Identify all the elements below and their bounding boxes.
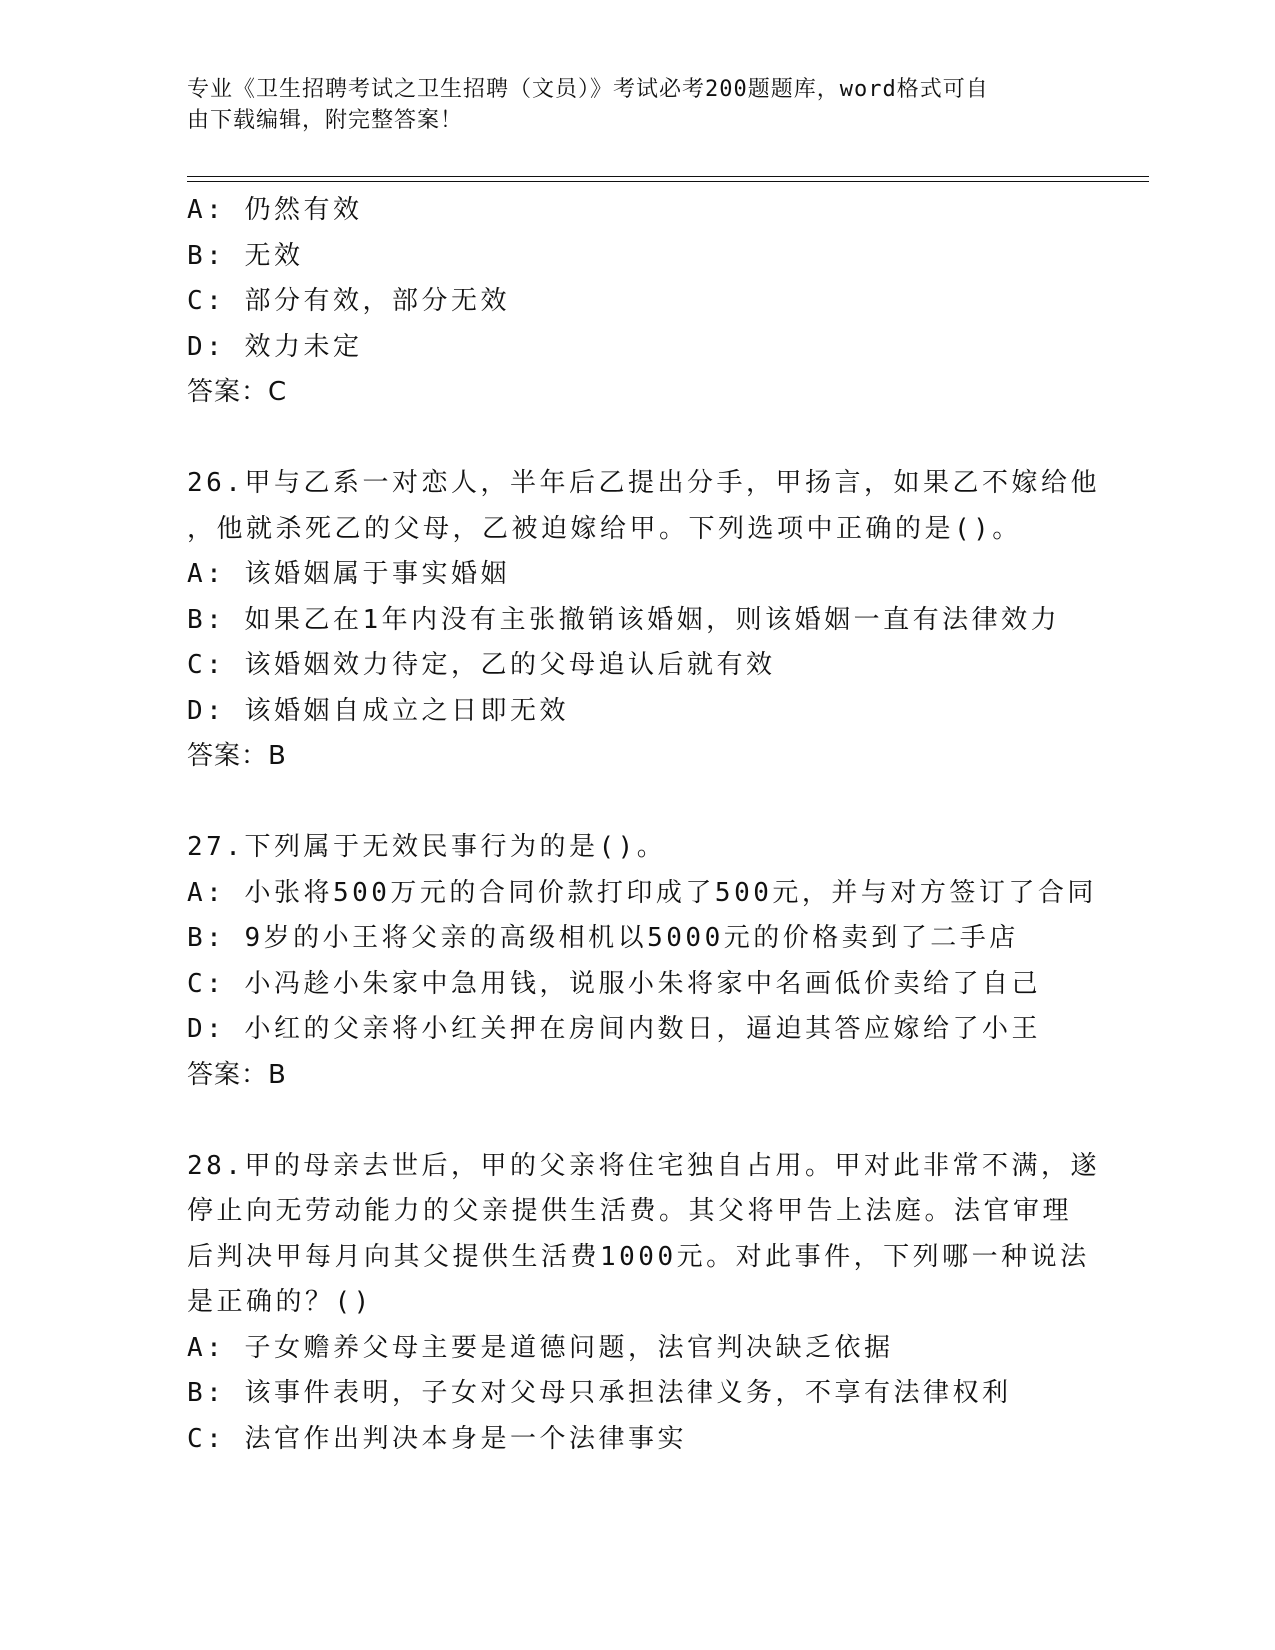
header-rule-bottom [187,181,1149,182]
header-line-1: 专业《卫生招聘考试之卫生招聘（文员）》考试必考200题题库，word格式可自 [187,77,989,102]
question-25 [187,188,1087,416]
header-line-2: 由下载编辑，附完整答案！ [187,108,464,133]
question-26 [187,461,1100,780]
question-stem: 停止向无劳动能力的父亲提供生活费。其父将甲告上法庭。法官审理 [187,1196,1073,1226]
option-d: D: 该婚姻自成立之日即无效 [187,695,569,726]
question-28 [187,1144,1100,1463]
option-d: D: 小红的父亲将小红关押在房间内数日，逼迫其答应嫁给了小王 [187,1014,1041,1044]
option-c: C: 小冯趁小朱家中急用钱，说服小朱将家中名画低价卖给了自己 [187,968,1041,999]
option-b: B: 9岁的小王将父亲的高级相机以5000元的价格卖到了二手店 [187,923,1019,953]
spacer [187,780,1087,826]
option-a: A: 仍然有效 [187,195,363,225]
question-stem: 是正确的？() [187,1287,373,1317]
answer: 答案：C [187,377,288,407]
answer: 答案：B [187,1059,287,1090]
question-stem: 后判决甲每月向其父提供生活费1000元。对此事件，下列哪一种说法 [187,1241,1090,1272]
question-stem: 28.甲的母亲去世后，甲的父亲将住宅独自占用。甲对此非常不满，遂 [187,1150,1100,1181]
option-d: D: 效力未定 [187,331,363,362]
answer: 答案：B [187,741,287,771]
option-a: A: 该婚姻属于事实婚姻 [187,559,510,589]
document-header [187,74,1067,136]
option-c: C: 部分有效，部分无效 [187,286,510,316]
question-stem: 27.下列属于无效民事行为的是()。 [187,832,667,862]
header-rule-top [187,176,1149,177]
option-b: B: 无效 [187,240,304,271]
option-a: A: 子女赡养父母主要是道德问题，法官判决缺乏依据 [187,1332,894,1363]
spacer [187,1098,1087,1144]
option-c: C: 法官作出判决本身是一个法律事实 [187,1423,687,1454]
spacer [187,416,1087,462]
option-a: A: 小张将500万元的合同价款打印成了500元，并与对方签订了合同 [187,877,1097,908]
question-list [187,188,1100,1462]
question-stem: ，他就杀死乙的父母，乙被迫嫁给甲。下列选项中正确的是()。 [187,513,1022,544]
option-b: B: 该事件表明，子女对父母只承担法律义务，不享有法律权利 [187,1378,1012,1408]
question-27 [187,825,1097,1098]
option-c: C: 该婚姻效力待定，乙的父母追认后就有效 [187,650,776,680]
option-b: B: 如果乙在1年内没有主张撤销该婚姻，则该婚姻一直有法律效力 [187,604,1061,635]
question-stem: 26.甲与乙系一对恋人，半年后乙提出分手，甲扬言，如果乙不嫁给他 [187,468,1100,498]
